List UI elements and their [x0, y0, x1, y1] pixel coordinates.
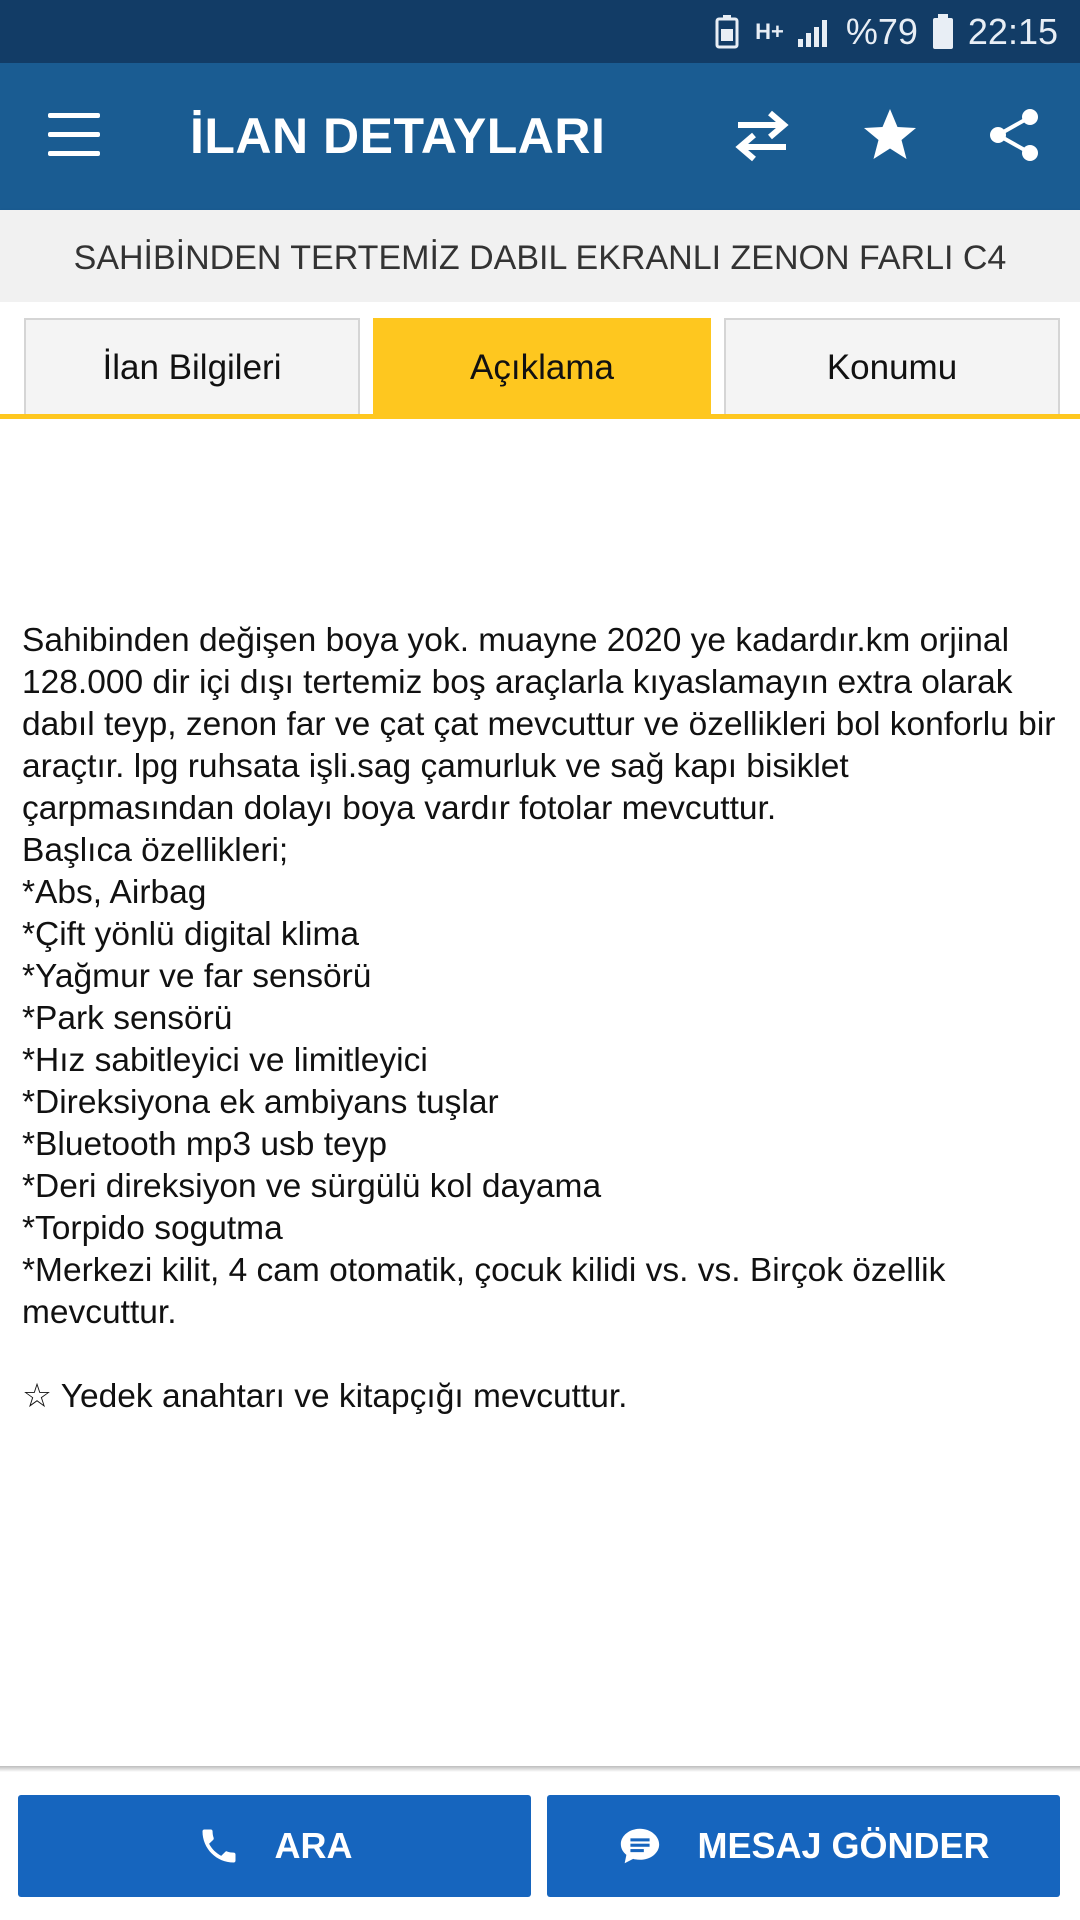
listing-description: Sahibinden değişen boya yok. muayne 2020 ye kadardır.km orjinal 128.000 dir içi dışı tertemiz boş araçlarla kıyaslamayın extra olarak dabıl teyp, zenon far ve çat çat mevcuttur ve özellikleri bol konforlu bir araçtır. lpg ruhsata işli.sag çamurluk ve sağ kapı bisiklet çarpmasından dolayı boya vardır fotolar mevcuttur. Başlıca özellikleri; *Abs, Airbag *Çift yönlü digital klima *Yağmur ve far sensörü *Park sensörü *Hız sabitleyici ve limitleyici *Direksiyona ek ambiyans tuşlar *Bluetooth mp3 usb teyp *Deri direksiyon ve sürgülü kol dayama *Torpido sogutma *Merkezi kilit, 4 cam otomatik, çocuk kilidi vs. vs. Birçok özellik mevcuttur. ☆ Yedek anahtarı ve kitapçığı mevcuttur. — [22, 622, 1056, 1415]
send-message-button[interactable] — [547, 1795, 1060, 1897]
bottom-divider — [0, 1766, 1080, 1772]
app-bar — [0, 63, 1080, 210]
signal-icon — [798, 17, 832, 47]
menu-icon — [48, 113, 100, 118]
tab-aciklama[interactable]: Açıklama — [373, 318, 711, 416]
tab-bar — [0, 302, 1080, 420]
share-icon — [982, 103, 1046, 167]
listing-title: SAHİBİNDEN TERTEMİZ DABIL EKRANLI ZENON FARLI C4 — [0, 210, 1080, 302]
page-title: İLAN DETAYLARI — [190, 108, 606, 164]
share-button[interactable] — [982, 103, 1046, 167]
tab-konumu[interactable]: Konumu — [724, 318, 1060, 416]
battery-saver-icon — [713, 15, 741, 49]
status-bar — [0, 0, 1080, 63]
tab-ilan-bilgileri[interactable]: İlan Bilgileri — [24, 318, 360, 416]
battery-percent: %79 — [845, 10, 918, 52]
tab-indicator — [0, 414, 1080, 419]
send-message-label: MESAJ GÖNDER — [697, 1825, 990, 1866]
phone-icon — [197, 1824, 241, 1868]
call-button[interactable] — [18, 1795, 531, 1897]
menu-button[interactable] — [48, 113, 100, 157]
clock: 22:15 — [967, 10, 1058, 52]
message-icon — [617, 1823, 663, 1869]
favorite-button[interactable] — [858, 103, 922, 167]
swap-arrows-icon — [730, 103, 794, 167]
network-type-icon: H+ — [755, 18, 784, 44]
call-button-label: ARA — [274, 1825, 353, 1866]
compare-button[interactable] — [730, 103, 794, 167]
battery-icon — [932, 14, 954, 50]
star-icon — [858, 103, 922, 167]
